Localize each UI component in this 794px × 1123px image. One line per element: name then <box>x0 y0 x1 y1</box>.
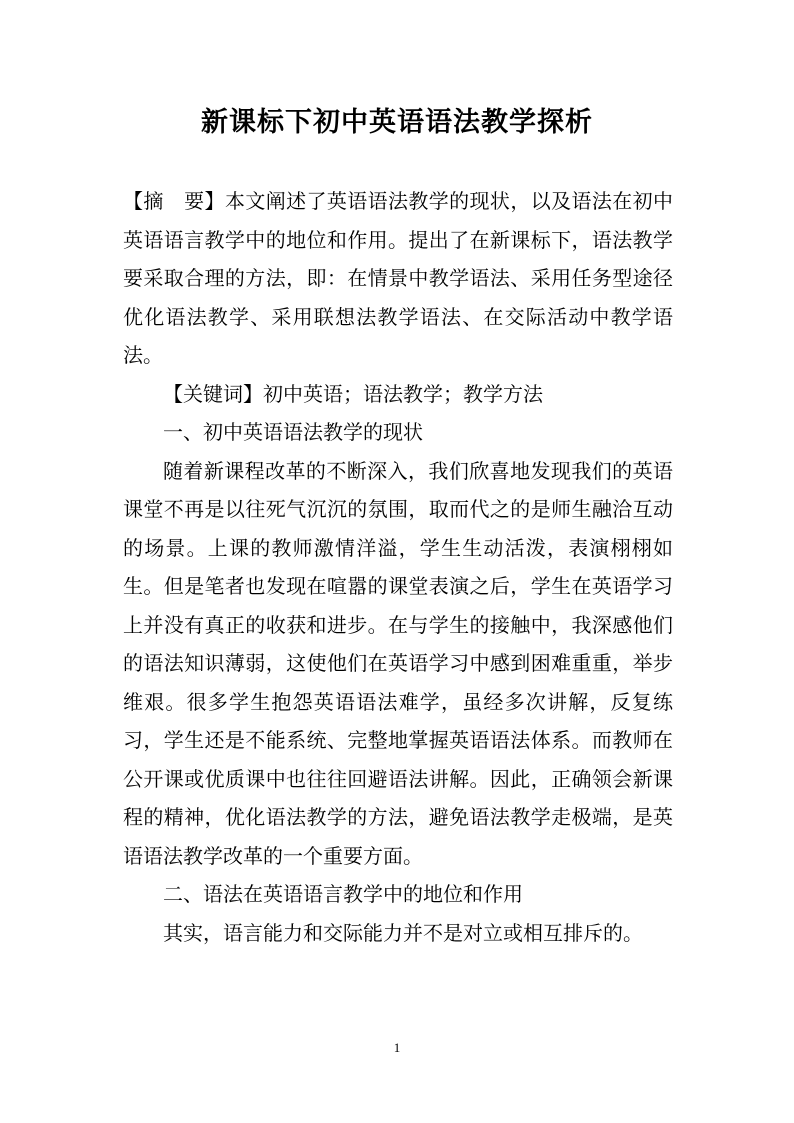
section-2-paragraph: 其实，语言能力和交际能力并不是对立或相互排斥的。 <box>163 920 643 945</box>
keywords-label: 【关键词】 <box>163 381 263 406</box>
page-number: 1 <box>393 1040 401 1055</box>
section-1-paragraph: 随着新课程改革的不断深入，我们欣喜地发现我们的英语课堂不再是以往死气沉沉的氛围，取而代之的是师生融洽互动的场景。上课的教师激情洋溢，学生生动活泼，表演栩栩如生。但是笔者也发现在喧嚣的课堂表演之后，学生在英语学习上并没有真正的收获和进步。在与学生的接触中，我深感他们的语法知识薄弱，这使他们在英语学习中感到困难重重，举步维艰。很多学生抱怨英语语法难学，虽经多次讲解，反复练习，学生还是不能系统、完整地掌握英语语法体系。而教师在公开课或优质课中也往往回避语法讲解。因此，正确领会新课程的精神，优化语法教学的方法，避免语法教学走极端，是英语语法教学改革的一个重要方面。 <box>123 458 673 868</box>
document-title: 新课标下初中英语语法教学探析 <box>201 107 593 138</box>
abstract-label: 【摘 要】 <box>123 189 225 213</box>
abstract-paragraph <box>123 182 673 375</box>
abstract-text: 本文阐述了英语语法教学的现状，以及语法在初中英语语言教学中的地位和作用。提出了在新课标下，语法教学要采取合理的方法，即：在情景中教学语法、采用任务型途径优化语法教学、采用联想法教学语法、在交际活动中教学语法。 <box>123 189 674 367</box>
keywords-text: 初中英语；语法教学；教学方法 <box>263 381 543 406</box>
keywords-paragraph <box>123 375 673 414</box>
document-body <box>123 182 673 952</box>
section-2-heading: 二、语法在英语语言教学中的地位和作用 <box>163 882 523 906</box>
section-1-heading: 一、初中英语语法教学的现状 <box>163 420 423 444</box>
